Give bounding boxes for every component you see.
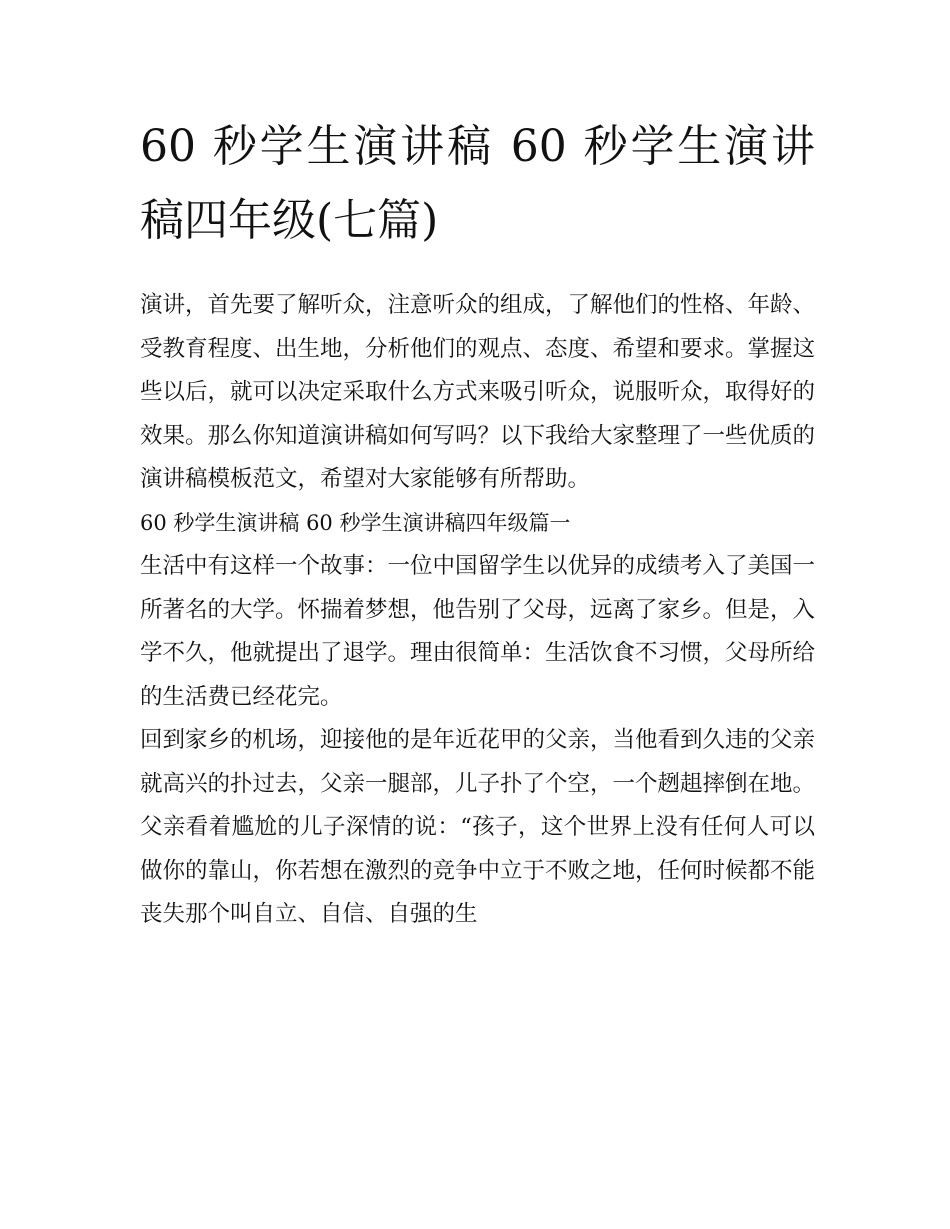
document-body xyxy=(140,110,815,937)
body-paragraph-1: 生活中有这样一个故事：一位中国留学生以优异的成绩考入了美国一所著名的大学。怀揣着梦想，他告别了父母，远离了家乡。但是，入学不久，他就提出了退学。理由很简单：生活饮食不习惯，父母所给的生活费已经花完。 xyxy=(140,553,816,710)
document-title: 60 秒学生演讲稿 60 秒学生演讲稿四年级(七篇) xyxy=(140,121,815,246)
body-paragraph-2: 回到家乡的机场，迎接他的是年近花甲的父亲，当他看到久违的父亲就高兴的扑过去，父亲一腿部，儿子扑了个空，一个趔趄摔倒在地。父亲看着尴尬的儿子深情的说：“孩子，这个世界上没有任何人可以做你的靠山，你若想在激烈的竞争中立于不败之地，任何时候都不能丧失那个叫自立、自信、自强的生 xyxy=(140,727,816,927)
title-spacer xyxy=(140,258,815,284)
intro-paragraph: 演讲，首先要了解听众，注意听众的组成，了解他们的性格、年龄、受教育程度、出生地，分析他们的观点、态度、希望和要求。掌握这些以后，就可以决定采取什么方式来吸引听众，说服听众，取得好的效果。那么你知道演讲稿如何写吗？以下我给大家整理了一些优质的演讲稿模板范文，希望对大家能够有所帮助。 xyxy=(140,292,816,492)
section-heading: 60 秒学生演讲稿 60 秒学生演讲稿四年级篇一 xyxy=(140,510,571,535)
